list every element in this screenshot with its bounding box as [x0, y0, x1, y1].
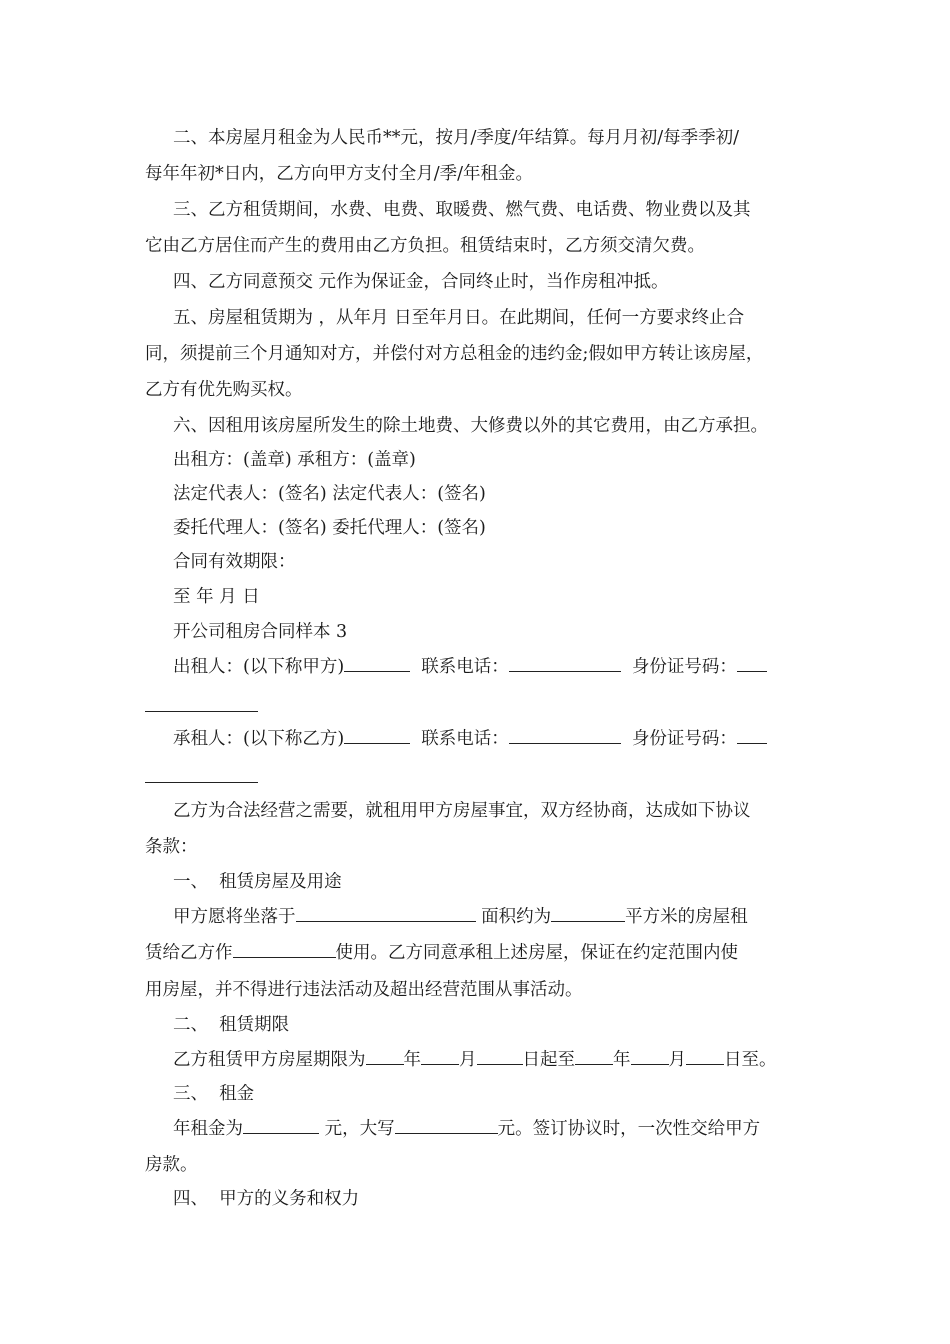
term-label: 乙方租赁甲方房屋期限为 — [173, 1050, 366, 1070]
lessee-id-label: 身份证号码： — [631, 729, 737, 749]
section-3-line-1 — [173, 1118, 843, 1140]
lessor-id-blank — [737, 656, 767, 672]
end-day-blank — [686, 1049, 724, 1065]
year-text: 年 — [613, 1050, 631, 1070]
location-blank — [296, 906, 476, 922]
clause-3-line-2: 它由乙方居住而产生的费用由乙方负担。租赁结束时，乙方须交清欠费。 — [145, 236, 705, 256]
lessor-phone-blank — [509, 656, 621, 672]
clause-2-line-1: 二、本房屋月租金为人民币**元，按月/季度/年结算。每月月初/每季季初/ — [173, 128, 740, 148]
section-1-line-3: 用房屋，并不得进行违法活动及超出经营范围从事活动。 — [145, 980, 583, 1000]
month-text: 月 — [459, 1050, 477, 1070]
clause-5-line-1: 五、房屋租赁期为 ，从年月 日至年月日。在此期间，任何一方要求终止合 — [173, 308, 745, 328]
lessee-phone-blank — [509, 728, 621, 744]
clause-5-line-2: 同，须提前三个月通知对方，并偿付对方总租金的违约金;假如甲方转让该房屋， — [145, 344, 764, 364]
uppercase-label: 元，大写 — [324, 1119, 395, 1139]
lessor-name-blank — [344, 656, 410, 672]
signature-line-legal-rep: 法定代表人：(签名) 法定代表人：(签名) — [173, 484, 486, 504]
lessor-label: 出租人：(以下称甲方) — [173, 657, 345, 677]
section-1-title: 一、 租赁房屋及用途 — [173, 872, 342, 892]
section-1-line-2 — [145, 942, 815, 964]
signature-line-agent: 委托代理人：(签名) 委托代理人：(签名) — [173, 518, 486, 538]
area-label: 面积约为 — [481, 907, 552, 927]
end-month-blank — [631, 1049, 669, 1065]
lessor-id-blank-continued — [145, 711, 258, 712]
usage-blank — [233, 942, 336, 958]
clause-3-line-1: 三、乙方租赁期间，水费、电费、取暖费、燃气费、电话费、物业费以及其 — [173, 200, 751, 220]
lessee-row — [173, 728, 843, 750]
day-from-text: 日起至 — [522, 1050, 575, 1070]
day-to-text: 日至。 — [724, 1050, 777, 1070]
start-year-blank — [366, 1049, 404, 1065]
validity-date: 至 年 月 日 — [173, 587, 260, 607]
sample-title: 开公司租房合同样本 3 — [173, 622, 348, 642]
agreement-intro-line-2: 条款： — [145, 837, 198, 857]
location-label: 甲方愿将坐落于 — [173, 907, 296, 927]
clause-6-line-1: 六、因租用该房屋所发生的除土地费、大修费以外的其它费用，由乙方承担。 — [173, 416, 768, 436]
clause-5-line-3: 乙方有优先购买权。 — [145, 380, 303, 400]
validity-label: 合同有效期限： — [173, 552, 296, 572]
usage-label: 赁给乙方作 — [145, 943, 233, 963]
lessor-id-label: 身份证号码： — [631, 657, 737, 677]
signature-line-seal: 出租方：(盖章) 承租方：(盖章) — [173, 450, 416, 470]
section-2-line-1 — [173, 1049, 843, 1071]
section-1-line-1 — [173, 906, 843, 928]
lessee-id-blank-continued — [145, 782, 258, 783]
agreement-intro-line-1: 乙方为合法经营之需要，就租用甲方房屋事宜，双方经协商，达成如下协议 — [173, 801, 751, 821]
section-2-title: 二、 租赁期限 — [173, 1015, 290, 1035]
annual-rent-blank — [243, 1118, 319, 1134]
section-4-title: 四、 甲方的义务和权力 — [173, 1189, 360, 1209]
lessor-phone-label: 联系电话： — [421, 657, 509, 677]
start-day-blank — [477, 1049, 523, 1065]
lessor-row — [173, 656, 843, 678]
clause-4-line-1: 四、乙方同意预交 元作为保证金，合同终止时，当作房租冲抵。 — [173, 272, 669, 292]
end-year-blank — [575, 1049, 613, 1065]
lessee-phone-label: 联系电话： — [421, 729, 509, 749]
month-text: 月 — [668, 1050, 686, 1070]
section-3-line-2: 房款。 — [145, 1155, 198, 1175]
lessee-name-blank — [344, 728, 410, 744]
annual-rent-label: 年租金为 — [173, 1119, 243, 1139]
clause-2-line-2: 每年年初*日内，乙方向甲方支付全月/季/年租金。 — [145, 164, 534, 184]
year-text: 年 — [403, 1050, 421, 1070]
start-month-blank — [421, 1049, 459, 1065]
uppercase-blank — [395, 1118, 498, 1134]
area-blank — [551, 906, 625, 922]
usage-text: 使用。乙方同意承租上述房屋，保证在约定范围内使 — [335, 943, 738, 963]
lessee-id-blank — [737, 728, 767, 744]
payment-text: 元。签订协议时，一次性交给甲方 — [497, 1119, 761, 1139]
lessee-label: 承租人：(以下称乙方) — [173, 729, 345, 749]
area-unit-text: 平方米的房屋租 — [625, 907, 748, 927]
section-3-title: 三、 租金 — [173, 1084, 255, 1104]
